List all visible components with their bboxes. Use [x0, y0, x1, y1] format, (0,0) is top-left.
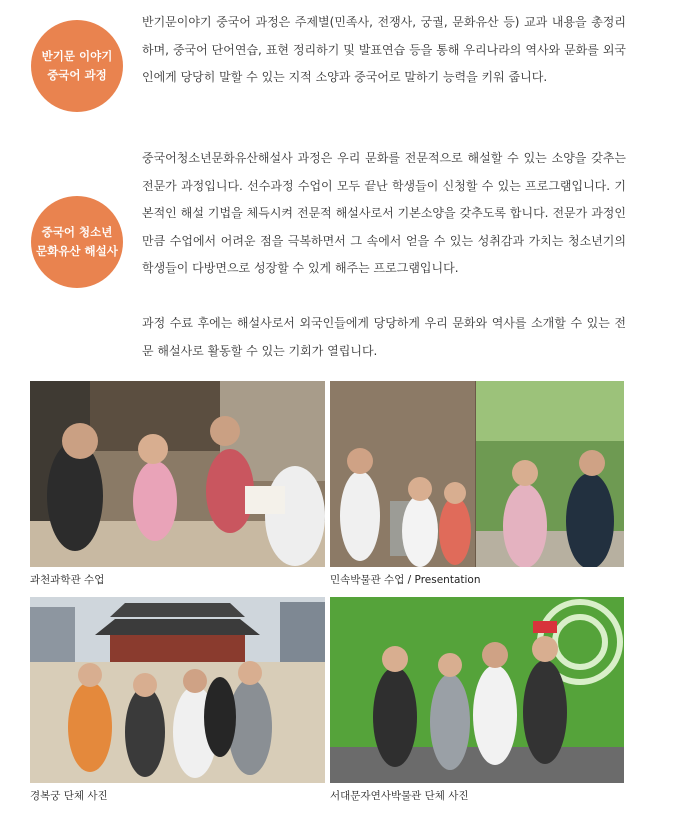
badge-line: 문화유산 해설사 [36, 244, 118, 258]
photo-caption: 경복궁 단체 사진 [30, 790, 108, 802]
badge-line: 반기문 이야기 [41, 49, 113, 63]
section-paragraph: 반기문이야기 중국어 과정은 주제별(민족사, 전쟁사, 궁궐, 문화유산 등) 교과 내용을 총정리하며, 중국어 단어연습, 표현 정리하기 및 발표연습 등을 통해 우리나라의 역사와 문화를 외국인에게 당당히 말할 수 있는 지적 소양과 중국어로 말하기 능력을 키워 줍니다. [142, 15, 626, 85]
section-badge-chinese-course [31, 20, 123, 112]
section-paragraph: 과정 수료 후에는 해설사로서 외국인들에게 당당하게 우리 문화와 역사를 소개할 수 있는 전문 해설사로 활동할 수 있는 기회가 열립니다. [142, 316, 626, 358]
badge-line: 중국어 과정 [47, 68, 107, 82]
photo-caption: 민속박물관 수업 / Presentation [330, 574, 481, 586]
photo-caption: 서대문자연사박물관 단체 사진 [330, 790, 469, 802]
section-paragraph: 중국어청소년문화유산해설사 과정은 우리 문화를 전문적으로 해설할 수 있는 소양을 갖추는 전문가 과정입니다. 선수과정 수업이 모두 끝난 학생들이 신청할 수 있는 프로그램입니다. 기본적인 해설 기법을 체득시켜 전문적 해설사로서 기본소양을 갖추도록 합니다. 전문가 과정인 만큼 수업에서 어려운 점을 극복하면서 그 속에서 얻을 수 있는 성취감과 가치는 청소년기의 학생들이 다방면으로 성장할 수 있게 해주는 프로그램입니다. [142, 151, 626, 276]
photo-folk-museum-presentation [330, 381, 624, 567]
photo-caption: 과천과학관 수업 [30, 574, 105, 586]
section-badge-heritage-guide [31, 196, 123, 288]
photo-gyeongbokgung-group [30, 597, 325, 783]
photo-natural-history-museum-group [330, 597, 624, 783]
badge-line: 중국어 청소년 [41, 225, 113, 239]
photo-science-museum-class [30, 381, 325, 567]
